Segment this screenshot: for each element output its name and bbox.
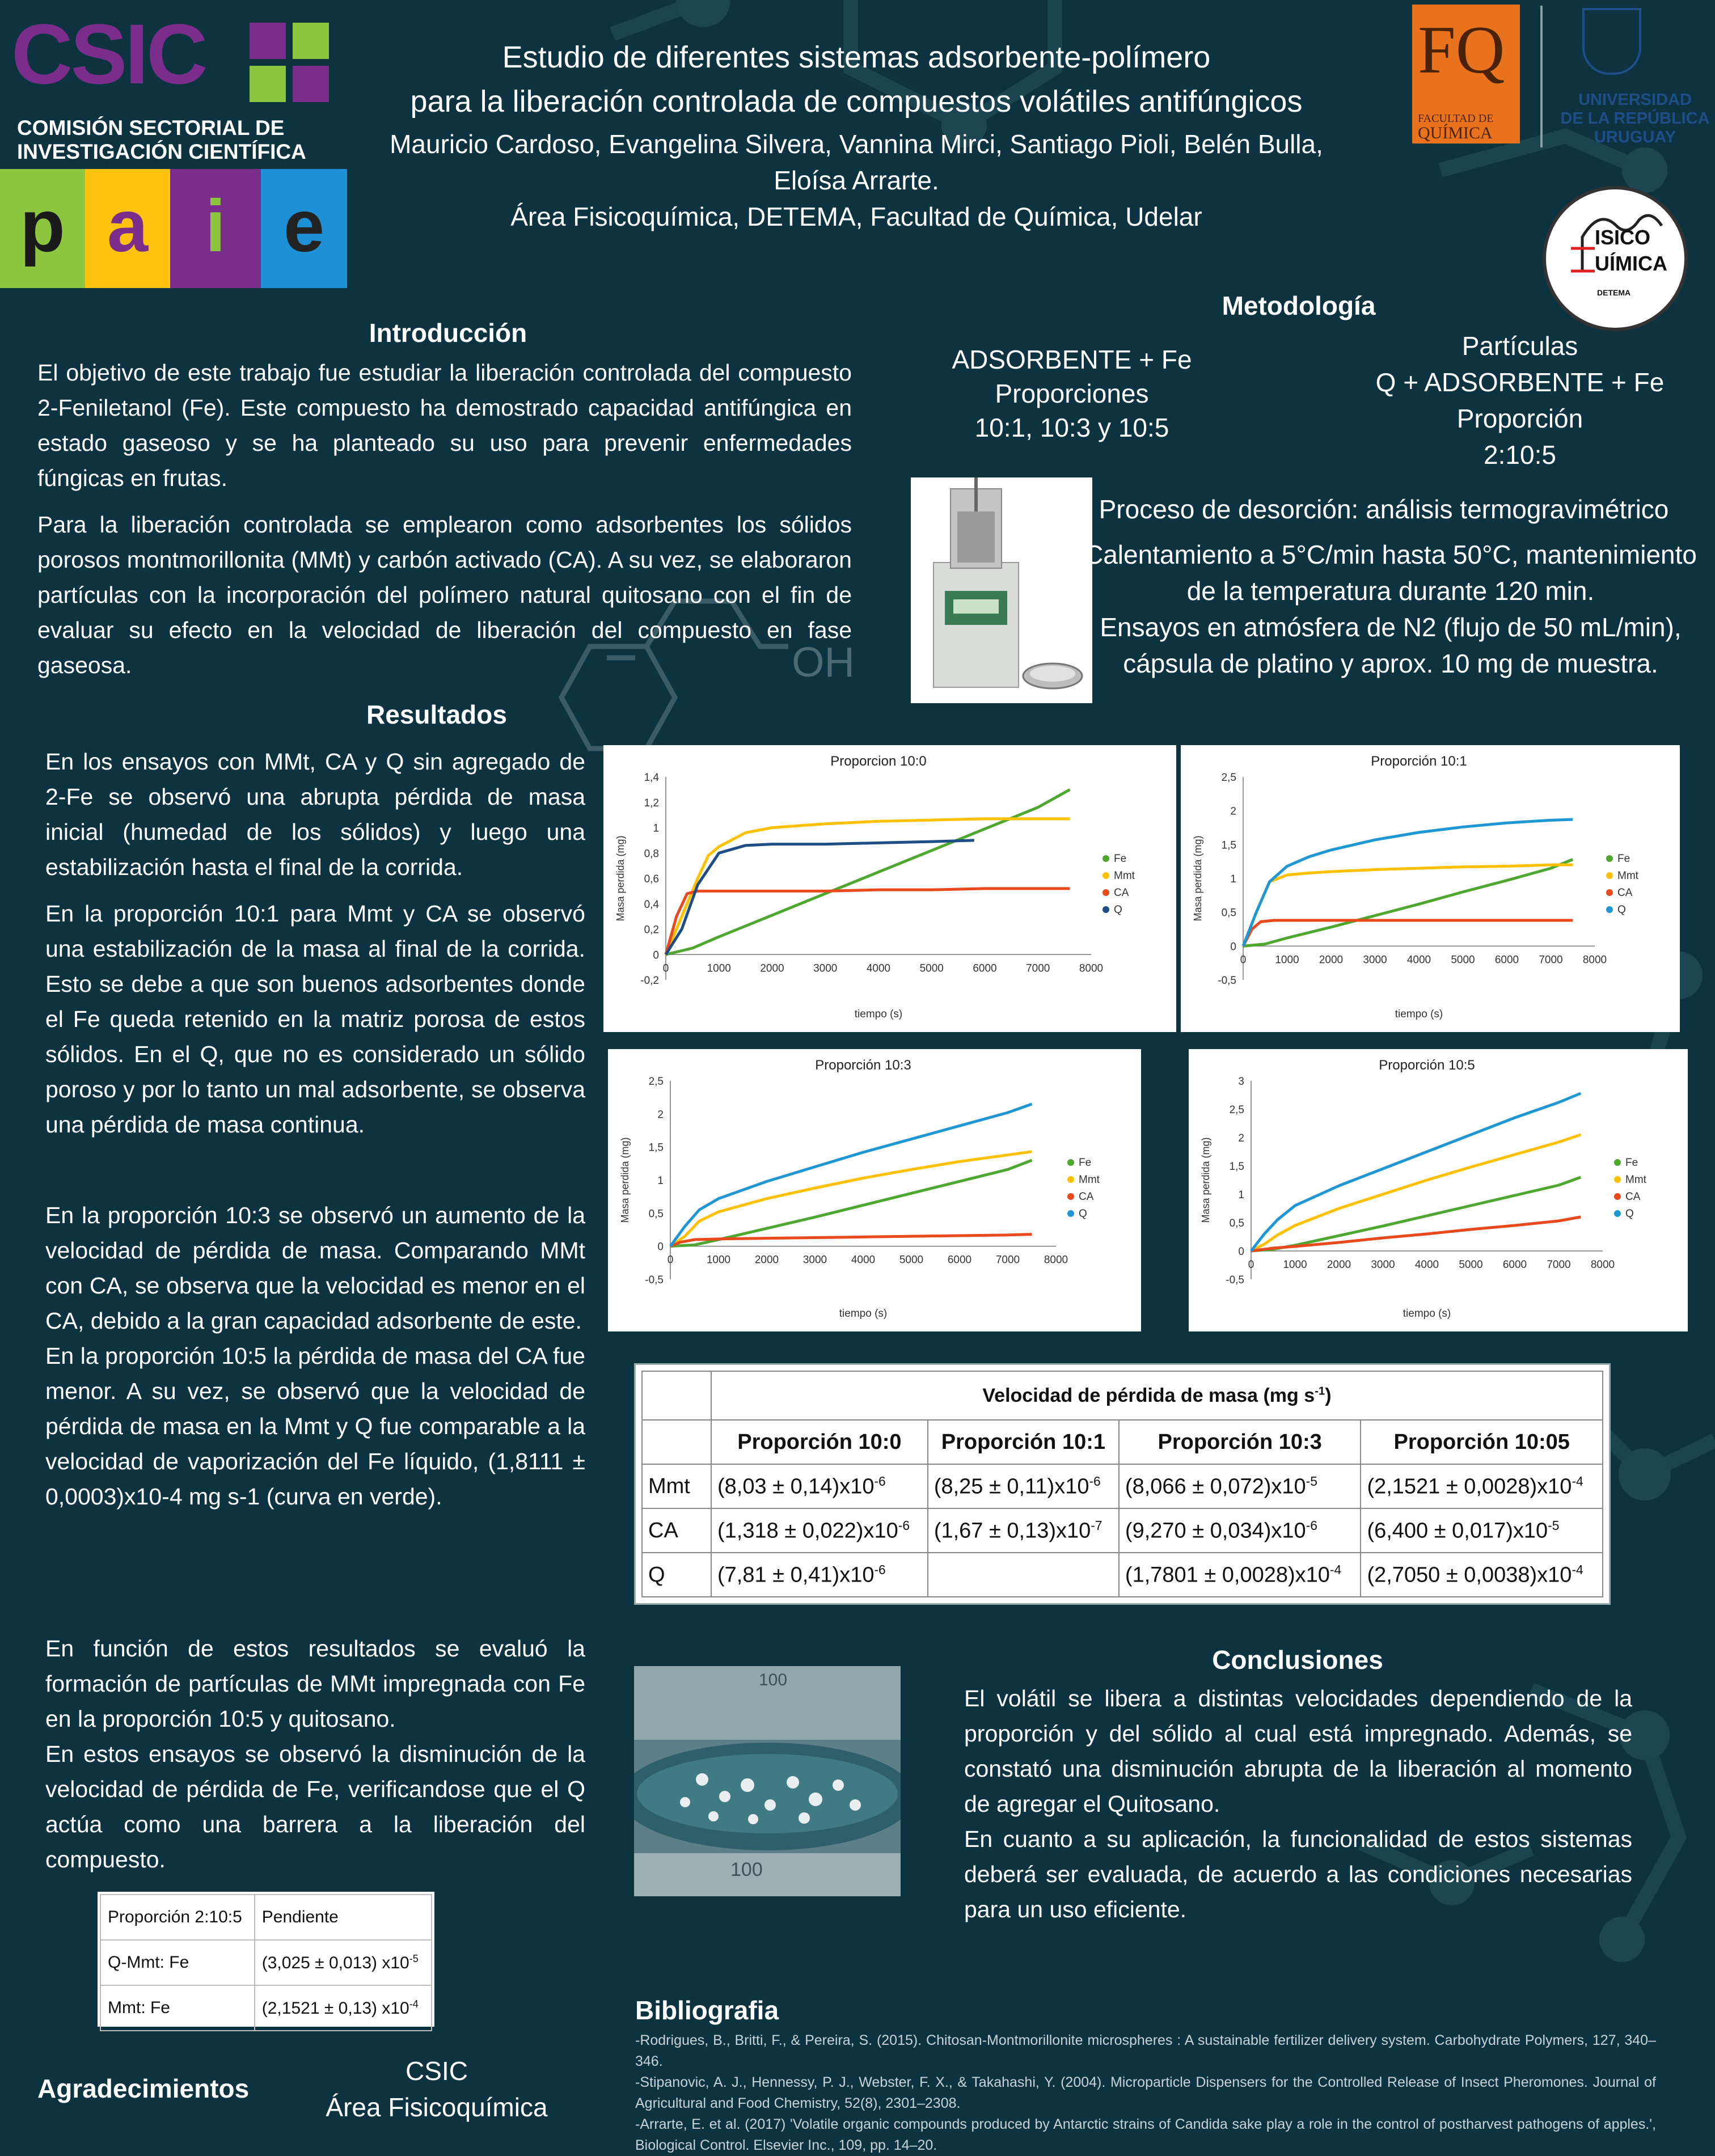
table-row bbox=[642, 1508, 1603, 1553]
metodologia-detail-3: Ensayos en atmósfera de N2 (flujo de 50 mL/min), bbox=[1100, 612, 1682, 642]
resultados-paragraph-1: En los ensayos con MMt, CA y Q sin agregado de 2-Fe se observó una abrupta pérdida de masa inicial (humedad de los sólidos) y luego una estabilización hasta el final de la corrida. bbox=[45, 749, 585, 880]
agradecimientos-list bbox=[318, 2053, 556, 2125]
y-tick-label: 1,2 bbox=[644, 797, 659, 809]
y-tick-label: 2 bbox=[1238, 1132, 1244, 1144]
conclusiones-paragraph-2: En cuanto a su aplicación, la funcionalidad de estos sistemas deberá ser evaluada, de acuerdo a las condiciones necesarias para un uso eficiente. bbox=[964, 1826, 1632, 1922]
legend-label-q: Q bbox=[1079, 1208, 1087, 1220]
tga-instrument-image bbox=[911, 477, 1092, 703]
speed-table-corner bbox=[642, 1371, 711, 1420]
speed-cell bbox=[1361, 1553, 1603, 1597]
legend-marker-ca bbox=[1102, 889, 1109, 896]
x-tick-label: 7000 bbox=[1539, 954, 1563, 966]
metodologia-left-3: 10:1, 10:3 y 10:5 bbox=[974, 413, 1169, 442]
y-tick-label: -0,5 bbox=[1218, 975, 1236, 987]
bibliografia-list bbox=[635, 2030, 1656, 2156]
y-tick-label: 0,5 bbox=[1221, 907, 1236, 919]
chart-10-5-svg bbox=[1189, 1049, 1688, 1331]
x-tick-label: 0 bbox=[667, 1254, 674, 1266]
metodologia-heading: Metodología bbox=[1222, 291, 1376, 320]
legend-marker-ca bbox=[1606, 889, 1613, 896]
speed-col-header-1: Proporción 10:0 bbox=[711, 1420, 928, 1464]
legend-label-q: Q bbox=[1114, 904, 1122, 916]
x-axis-label: tiempo (s) bbox=[839, 1308, 888, 1320]
speed-cell-value: (8,03 ± 0,14)x10 bbox=[717, 1474, 875, 1499]
speed-cell bbox=[1361, 1464, 1603, 1508]
agradecimientos-line-1: CSIC bbox=[405, 2056, 468, 2086]
csic-logo bbox=[11, 6, 346, 164]
speed-table-box bbox=[634, 1363, 1611, 1605]
metodologia-right-1: Partículas bbox=[1461, 331, 1578, 361]
speed-table-empty-header bbox=[642, 1420, 711, 1464]
x-tick-label: 6000 bbox=[947, 1254, 972, 1266]
y-tick-label: 1 bbox=[653, 822, 659, 835]
logo-divider bbox=[1540, 6, 1543, 147]
beaker-mark-top: 100 bbox=[759, 1671, 788, 1689]
resultados-text-3 bbox=[45, 1198, 585, 1525]
authors-line-1: Mauricio Cardoso, Evangelina Silvera, Vannina Mirci, Santiago Pioli, Belén Bulla, bbox=[390, 129, 1323, 159]
pendiente-table bbox=[100, 1894, 432, 2031]
speed-cell-value: (1,7801 ± 0,0028)x10 bbox=[1125, 1563, 1330, 1587]
table-row bbox=[642, 1420, 1603, 1464]
chart-10-0 bbox=[603, 745, 1176, 1032]
speed-cell-exp: -6 bbox=[874, 1473, 886, 1489]
bibliografia-ref-2: -Stipanovic, A. J., Hennessy, P. J., Webster, F. X., & Takahashi, Y. (2004). Microparticle Dispensers for the Controlled Release of Insect Pheromones. Journal of Agricultural and Food Chemistry, 52(8), 2301–2308. bbox=[635, 2074, 1656, 2111]
y-tick-label: 1 bbox=[1238, 1189, 1244, 1201]
speed-col-header-2: Proporción 10:1 bbox=[928, 1420, 1119, 1464]
legend-label-mmt: Mmt bbox=[1079, 1174, 1100, 1186]
pendiente-row-1-label: Q-Mmt: Fe bbox=[100, 1940, 255, 1985]
x-tick-label: 6000 bbox=[973, 962, 997, 975]
speed-cell-exp: -7 bbox=[1091, 1517, 1102, 1533]
legend-label-fe: Fe bbox=[1617, 853, 1630, 865]
y-tick-label: 0,5 bbox=[1229, 1217, 1244, 1229]
legend-marker-mmt bbox=[1067, 1176, 1074, 1183]
x-tick-label: 1000 bbox=[1275, 954, 1299, 966]
y-tick-label: 1,5 bbox=[1221, 839, 1236, 852]
speed-cell bbox=[1119, 1464, 1361, 1508]
resultados-paragraph-4b: En estos ensayos se observó la disminución de la velocidad de pérdida de Fe, verificandose que el Q actúa como una barrera a la liberación del compuesto. bbox=[45, 1741, 585, 1872]
speed-cell-exp: -4 bbox=[1329, 1562, 1342, 1577]
metodologia-details bbox=[1066, 536, 1715, 682]
legend-label-ca: CA bbox=[1617, 887, 1633, 899]
metodologia-right-4: 2:10:5 bbox=[1484, 440, 1556, 470]
conclusiones-paragraph-1: El volátil se libera a distintas velocidades dependiendo de la proporción y del sólido al cual está impregnado. Además, se constató una disminución abrupta de la liberación al momento de agregar el Quitosano. bbox=[964, 1685, 1632, 1817]
speed-cell-value: (2,1521 ± 0,0028)x10 bbox=[1367, 1474, 1572, 1499]
legend-label-mmt: Mmt bbox=[1114, 870, 1135, 882]
y-tick-label: 0 bbox=[657, 1241, 664, 1253]
pendiente-row-1-exp: -5 bbox=[409, 1952, 419, 1964]
x-tick-label: 8000 bbox=[1590, 1259, 1615, 1271]
series-line-fe bbox=[670, 1160, 1032, 1246]
series-line-ca bbox=[666, 889, 1070, 954]
table-row bbox=[100, 1895, 432, 1940]
y-tick-label: 2 bbox=[1230, 805, 1236, 818]
fisicoquimica-text-1: ISICO bbox=[1595, 226, 1651, 249]
table-row bbox=[100, 1985, 432, 2031]
paie-letter-a: a bbox=[85, 169, 170, 288]
speed-cell-exp: -6 bbox=[898, 1517, 910, 1533]
csic-subtitle-2: INVESTIGACIÓN CIENTÍFICA bbox=[17, 140, 306, 163]
x-tick-label: 2000 bbox=[1319, 954, 1344, 966]
x-tick-label: 0 bbox=[662, 962, 669, 975]
x-tick-label: 6000 bbox=[1502, 1259, 1527, 1271]
fisicoquimica-text-3: DETEMA bbox=[1597, 288, 1631, 297]
pendiente-row-1-value bbox=[255, 1940, 432, 1985]
title-line-2: para la liberación controlada de compuestos volátiles antifúngicos bbox=[410, 84, 1303, 119]
udelar-line-2: DE LA REPÚBLICA bbox=[1560, 109, 1710, 128]
resultados-heading: Resultados bbox=[366, 700, 507, 729]
metodologia-right-2: Q + ADSORBENTE + Fe bbox=[1375, 367, 1665, 397]
pendiente-row-2-value bbox=[255, 1985, 432, 2031]
legend-marker-fe bbox=[1606, 855, 1613, 862]
speed-cell-exp: -6 bbox=[1089, 1473, 1101, 1489]
speed-cell-exp: -6 bbox=[1306, 1517, 1317, 1533]
resultados-text-2 bbox=[45, 896, 585, 1153]
paie-letter-i: i bbox=[170, 169, 261, 288]
legend-marker-q bbox=[1606, 906, 1613, 913]
legend-label-ca: CA bbox=[1114, 887, 1129, 899]
udelar-line-3: URUGUAY bbox=[1594, 128, 1676, 146]
x-tick-label: 7000 bbox=[995, 1254, 1020, 1266]
speed-cell-exp: -5 bbox=[1306, 1473, 1317, 1489]
series-line-ca bbox=[670, 1235, 1032, 1246]
csic-logo-text: CSIC bbox=[11, 6, 206, 102]
chart-title: Proporcion 10:0 bbox=[830, 754, 927, 769]
intro-paragraph-2: Para la liberación controlada se emplearon como adsorbentes los sólidos porosos montmorillonita (MMt) y carbón activado (CA). A su vez, se elaboraron partículas con la incorporación del polímero natural quitosano con el fin de evaluar su efecto en la velocidad de liberación del compuesto en fase gaseosa. bbox=[37, 511, 852, 678]
series-line-q bbox=[1251, 1093, 1581, 1251]
fisicoquimica-text-2: UÍMICA bbox=[1595, 252, 1667, 275]
legend-marker-fe bbox=[1067, 1159, 1074, 1166]
legend-label-ca: CA bbox=[1079, 1191, 1094, 1203]
x-tick-label: 7000 bbox=[1547, 1259, 1571, 1271]
chart-10-5 bbox=[1189, 1049, 1688, 1331]
y-tick-label: 0 bbox=[1230, 941, 1236, 953]
conclusiones-heading: Conclusiones bbox=[1212, 1645, 1383, 1675]
speed-cell-value: (8,066 ± 0,072)x10 bbox=[1125, 1474, 1306, 1499]
x-tick-label: 2000 bbox=[760, 962, 784, 975]
x-tick-label: 8000 bbox=[1044, 1254, 1068, 1266]
paie-letter-p: p bbox=[0, 169, 85, 288]
speed-cell bbox=[711, 1553, 928, 1597]
legend-marker-fe bbox=[1102, 855, 1109, 862]
intro-paragraph-1: El objetivo de este trabajo fue estudiar la liberación controlada del compuesto 2-Feniletanol (Fe). Este compuesto ha demostrado capacidad antifúngica en estado gaseoso y se ha planteado su uso para prevenir enfermedades fúngicas en frutas. bbox=[37, 360, 852, 491]
legend-marker-q bbox=[1614, 1210, 1621, 1217]
x-tick-label: 0 bbox=[1240, 954, 1247, 966]
beaker-drawing bbox=[634, 1666, 901, 1896]
speed-cell-value: (7,81 ± 0,41)x10 bbox=[717, 1563, 875, 1587]
paie-letter-e: e bbox=[261, 169, 347, 288]
metodologia-right-3: Proporción bbox=[1456, 404, 1583, 433]
series-line-mmt bbox=[670, 1152, 1032, 1246]
particles-beaker-image bbox=[634, 1666, 901, 1896]
x-axis-label: tiempo (s) bbox=[1395, 1008, 1443, 1020]
speed-cell bbox=[1119, 1508, 1361, 1553]
series-line-ca bbox=[1243, 920, 1573, 946]
fq-logo-sub2: QUÍMICA bbox=[1418, 124, 1493, 142]
bibliografia-ref-1: -Rodrigues, B., Britti, F., & Pereira, S. (2015). Chitosan-Montmorillonite microspheres : A sustainable fertilizer delivery system. Carbohydrate Polymers, 127, 340–346. bbox=[635, 2032, 1656, 2069]
pendiente-header-1: Proporción 2:10:5 bbox=[100, 1895, 255, 1940]
legend-label-fe: Fe bbox=[1114, 853, 1127, 865]
intro-heading: Introducción bbox=[369, 318, 527, 348]
y-tick-label: 0,2 bbox=[644, 924, 659, 936]
metodologia-left-block bbox=[930, 343, 1214, 445]
legend-label-fe: Fe bbox=[1079, 1157, 1092, 1169]
y-tick-label: 0 bbox=[1238, 1246, 1244, 1258]
speed-cell bbox=[1119, 1553, 1361, 1597]
pendiente-row-2-mantissa: (2,1521 ± 0,13) x10 bbox=[261, 1998, 409, 2018]
legend-marker-q bbox=[1102, 906, 1109, 913]
speed-cell bbox=[928, 1553, 1119, 1597]
series-line-q bbox=[1243, 819, 1573, 946]
metodologia-right-block bbox=[1350, 328, 1690, 473]
y-tick-label: 1,5 bbox=[1229, 1161, 1244, 1173]
affiliation: Área Fisicoquímica, DETEMA, Facultad de Química, Udelar bbox=[510, 202, 1202, 231]
series-line-fe bbox=[666, 789, 1070, 954]
speed-cell-value: (6,400 ± 0,017)x10 bbox=[1367, 1519, 1548, 1543]
y-axis-label: Masa perdida (mg) bbox=[619, 1137, 631, 1223]
y-tick-label: 0,6 bbox=[644, 873, 659, 885]
metodologia-left-2: Proporciones bbox=[995, 379, 1149, 408]
y-tick-label: 1,5 bbox=[648, 1142, 664, 1154]
tga-instrument-drawing bbox=[911, 477, 1092, 703]
poster-title bbox=[318, 35, 1395, 124]
speed-col-header-4: Proporción 10:05 bbox=[1361, 1420, 1603, 1464]
y-tick-label: 2,5 bbox=[1229, 1104, 1244, 1116]
y-tick-label: 0 bbox=[653, 949, 659, 962]
x-tick-label: 1000 bbox=[1283, 1259, 1307, 1271]
x-axis-label: tiempo (s) bbox=[854, 1008, 903, 1020]
bibliografia-heading: Bibliografia bbox=[635, 1996, 779, 2025]
bibliografia-ref-3: -Arrarte, E. et al. (2017) 'Volatile organic compounds produced by Antarctic strains of Candida sake play a role in the control of postharvest pathogens of apples.', Biological Control. Elsevier Inc., 109, pp. 14–20. bbox=[635, 2116, 1656, 2153]
chart-10-3-svg bbox=[608, 1049, 1141, 1331]
x-tick-label: 3000 bbox=[1363, 954, 1387, 966]
speed-cell-value: (1,67 ± 0,13)x10 bbox=[933, 1519, 1091, 1543]
speed-cell-exp: -4 bbox=[1572, 1473, 1583, 1489]
x-tick-label: 7000 bbox=[1026, 962, 1050, 975]
chart-title: Proporción 10:5 bbox=[1379, 1058, 1475, 1073]
x-tick-label: 8000 bbox=[1582, 954, 1607, 966]
fq-logo-sub1: FACULTAD DE bbox=[1418, 112, 1494, 125]
authors-line-2: Eloísa Arrarte. bbox=[774, 166, 939, 195]
chart-title: Proporción 10:1 bbox=[1371, 754, 1467, 769]
y-tick-label: 2,5 bbox=[648, 1076, 664, 1088]
conclusiones-text bbox=[964, 1681, 1632, 1938]
resultados-text-1 bbox=[45, 744, 585, 896]
chart-title: Proporción 10:3 bbox=[815, 1058, 911, 1073]
x-tick-label: 5000 bbox=[1451, 954, 1475, 966]
speed-cell-value: (1,318 ± 0,022)x10 bbox=[717, 1519, 898, 1543]
speed-row-label: CA bbox=[642, 1508, 711, 1553]
speed-cell-value: (8,25 ± 0,11)x10 bbox=[933, 1474, 1089, 1499]
beaker-mark-bottom: 100 bbox=[730, 1859, 763, 1880]
series-line-fe bbox=[1251, 1177, 1581, 1251]
pendiente-header-2: Pendiente bbox=[255, 1895, 432, 1940]
speed-row-label: Q bbox=[642, 1553, 711, 1597]
speed-row-label: Mmt bbox=[642, 1464, 711, 1508]
table-row bbox=[642, 1464, 1603, 1508]
x-tick-label: 2000 bbox=[1327, 1259, 1351, 1271]
series-line-q bbox=[666, 840, 974, 954]
legend-marker-mmt bbox=[1102, 872, 1109, 879]
metodologia-detail-2: de la temperatura durante 120 min. bbox=[1186, 576, 1595, 606]
y-tick-label: 0,8 bbox=[644, 848, 659, 860]
paie-logo bbox=[0, 169, 347, 288]
x-tick-label: 4000 bbox=[1406, 954, 1431, 966]
metodologia-left-1: ADSORBENTE + Fe bbox=[952, 345, 1192, 374]
table-row bbox=[642, 1553, 1603, 1597]
table-row bbox=[100, 1940, 432, 1985]
x-tick-label: 1000 bbox=[706, 1254, 731, 1266]
metodologia-detail-4: cápsula de platino y aprox. 10 mg de muestra. bbox=[1123, 649, 1658, 678]
fisicoquimica-logo bbox=[1543, 186, 1688, 331]
y-axis-label: Masa perdida (mg) bbox=[1192, 835, 1203, 921]
chart-10-1-svg bbox=[1181, 745, 1680, 1032]
legend-label-q: Q bbox=[1625, 1208, 1634, 1220]
chart-10-0-svg bbox=[603, 745, 1176, 1032]
y-tick-label: 0,5 bbox=[648, 1208, 664, 1220]
agradecimientos-line-2: Área Fisicoquímica bbox=[326, 2092, 548, 2122]
resultados-paragraph-4a: En función de estos resultados se evaluó la formación de partículas de MMt impregnada con Fe en la proporción 10:5 y quitosano. bbox=[45, 1635, 585, 1732]
speed-cell bbox=[1361, 1508, 1603, 1553]
speed-cell bbox=[711, 1464, 928, 1508]
speed-cell-exp: -6 bbox=[874, 1562, 886, 1577]
title-line-1: Estudio de diferentes sistemas adsorbente-polímero bbox=[502, 40, 1211, 74]
table-row bbox=[642, 1371, 1603, 1420]
x-tick-label: 3000 bbox=[813, 962, 838, 975]
x-tick-label: 4000 bbox=[851, 1254, 876, 1266]
legend-label-q: Q bbox=[1617, 904, 1626, 916]
x-tick-label: 5000 bbox=[1459, 1259, 1483, 1271]
x-tick-label: 2000 bbox=[754, 1254, 779, 1266]
pendiente-table-box bbox=[98, 1892, 434, 2027]
speed-cell bbox=[711, 1508, 928, 1553]
speed-table-title-end: ) bbox=[1325, 1384, 1332, 1406]
resultados-text-4 bbox=[45, 1631, 585, 1888]
speed-table bbox=[641, 1371, 1603, 1597]
pendiente-row-1-mantissa: (3,025 ± 0,013) x10 bbox=[261, 1953, 409, 1972]
resultados-paragraph-2: En la proporción 10:1 para Mmt y CA se observó una estabilización de la masa al final de la corrida. Esto se debe a que son buenos adsorbentes donde el Fe queda retenido en la matriz porosa de estos sólidos. En el Q, que no es considerado un sólido poroso y por lo tanto un mal adsorbente, se observa una pérdida de masa continua. bbox=[45, 901, 585, 1138]
x-tick-label: 6000 bbox=[1494, 954, 1519, 966]
speed-cell bbox=[928, 1464, 1119, 1508]
y-axis-label: Masa perdida (mg) bbox=[1200, 1137, 1211, 1223]
y-tick-label: 2,5 bbox=[1221, 772, 1236, 784]
legend-marker-q bbox=[1067, 1210, 1074, 1217]
legend-label-mmt: Mmt bbox=[1625, 1174, 1646, 1186]
chart-10-1 bbox=[1181, 745, 1680, 1032]
x-tick-label: 1000 bbox=[707, 962, 731, 975]
y-axis-label: Masa perdida (mg) bbox=[615, 835, 626, 921]
x-tick-label: 4000 bbox=[1414, 1259, 1439, 1271]
speed-table-title bbox=[711, 1371, 1603, 1420]
y-tick-label: -0,5 bbox=[645, 1274, 664, 1286]
agradecimientos-heading: Agradecimientos bbox=[37, 2074, 250, 2103]
udelar-line-1: UNIVERSIDAD bbox=[1578, 91, 1692, 109]
legend-marker-fe bbox=[1614, 1159, 1621, 1166]
csic-subtitle-1: COMISIÓN SECTORIAL DE bbox=[17, 116, 285, 139]
speed-cell-exp: -4 bbox=[1572, 1562, 1583, 1577]
udelar-logo-text bbox=[1558, 91, 1712, 147]
speed-table-title-sup: -1 bbox=[1315, 1385, 1325, 1398]
x-tick-label: 5000 bbox=[919, 962, 944, 975]
y-tick-label: 1,4 bbox=[644, 772, 659, 784]
y-tick-label: 1 bbox=[1230, 873, 1236, 885]
speed-cell-value: (9,270 ± 0,034)x10 bbox=[1125, 1519, 1306, 1543]
legend-marker-ca bbox=[1067, 1193, 1074, 1200]
speed-table-title-text: Velocidad de pérdida de masa (mg s bbox=[982, 1384, 1315, 1406]
y-tick-label: 0,4 bbox=[644, 898, 659, 911]
legend-label-mmt: Mmt bbox=[1617, 870, 1638, 882]
y-tick-label: 3 bbox=[1238, 1076, 1244, 1088]
legend-label-ca: CA bbox=[1625, 1191, 1641, 1203]
legend-label-fe: Fe bbox=[1625, 1157, 1638, 1169]
udelar-shield-icon bbox=[1582, 8, 1641, 75]
resultados-paragraph-3b: En la proporción 10:5 la pérdida de masa del CA fue menor. A su vez, se observó que la velocidad de pérdida de masa en la Mmt y Q fue comparable a la velocidad de vaporización del Fe líquido, (1,8111 ± 0,0003)x10-4 mg s-1 (curva en verde). bbox=[45, 1343, 585, 1510]
speed-cell bbox=[928, 1508, 1119, 1553]
fq-udelar-logos bbox=[1406, 0, 1715, 153]
legend-marker-mmt bbox=[1614, 1176, 1621, 1183]
metodologia-detail-1: Calentamiento a 5°C/min hasta 50°C, mantenimiento bbox=[1084, 540, 1697, 569]
legend-marker-mmt bbox=[1606, 872, 1613, 879]
x-tick-label: 4000 bbox=[866, 962, 891, 975]
series-line-fe bbox=[1243, 860, 1573, 946]
speed-col-header-3: Proporción 10:3 bbox=[1119, 1420, 1361, 1464]
speed-cell-value: (2,7050 ± 0,0038)x10 bbox=[1367, 1563, 1572, 1587]
fq-logo-letters: FQ bbox=[1418, 12, 1505, 87]
metodologia-process: Proceso de desorción: análisis termogravimétrico bbox=[1099, 494, 1669, 524]
legend-marker-ca bbox=[1614, 1193, 1621, 1200]
x-tick-label: 3000 bbox=[802, 1254, 827, 1266]
y-tick-label: 2 bbox=[657, 1109, 664, 1121]
fq-logo bbox=[1412, 5, 1520, 143]
pendiente-row-2-exp: -4 bbox=[409, 1998, 419, 2010]
y-tick-label: -0,2 bbox=[640, 975, 659, 987]
authors-block bbox=[318, 126, 1395, 235]
x-axis-label: tiempo (s) bbox=[1403, 1308, 1451, 1320]
x-tick-label: 0 bbox=[1248, 1259, 1254, 1271]
intro-text bbox=[37, 355, 852, 694]
y-tick-label: -0,5 bbox=[1226, 1274, 1244, 1286]
series-line-q bbox=[670, 1104, 1032, 1246]
speed-cell-exp: -5 bbox=[1548, 1517, 1560, 1533]
x-tick-label: 8000 bbox=[1079, 962, 1104, 975]
chart-10-3 bbox=[608, 1049, 1141, 1331]
oh-group-label: OH bbox=[792, 639, 855, 686]
pendiente-row-2-label: Mmt: Fe bbox=[100, 1985, 255, 2031]
x-tick-label: 5000 bbox=[899, 1254, 924, 1266]
y-tick-label: 1 bbox=[657, 1175, 664, 1187]
resultados-paragraph-3a: En la proporción 10:3 se observó un aumento de la velocidad de pérdida de masa. Comparando MMt con CA, se observa que la velocidad es menor en el CA, debido a la gran capacidad adsorbente de este. bbox=[45, 1202, 585, 1334]
x-tick-label: 3000 bbox=[1371, 1259, 1395, 1271]
